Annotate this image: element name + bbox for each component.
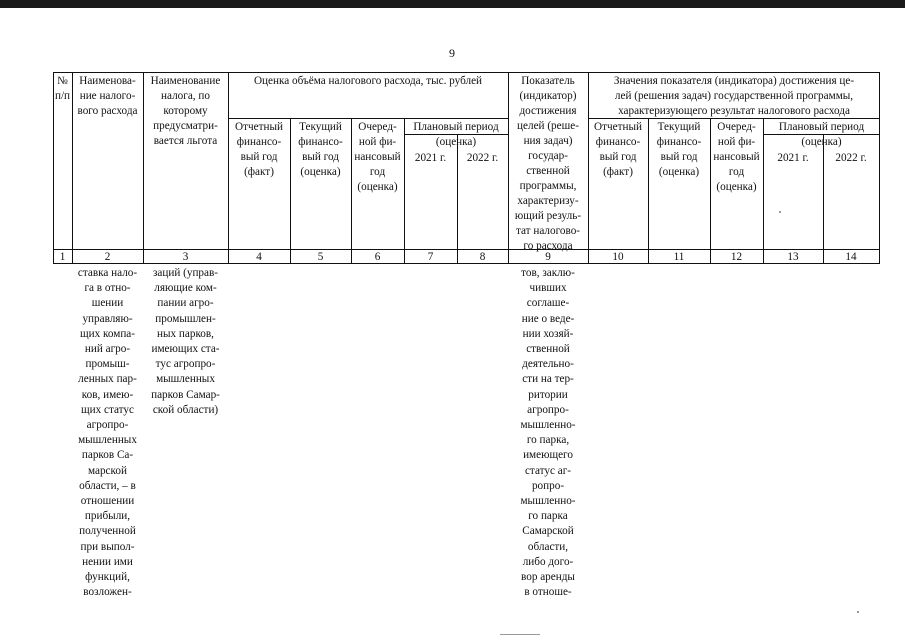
header-col-next-year: Очеред- ной фи- нансовый год (оценка) xyxy=(354,121,401,193)
header-col-current-year-2: Текущий финансо- вый год (оценка) xyxy=(656,121,702,178)
column-number: 11 xyxy=(673,251,685,263)
header-col-number: № п/п xyxy=(54,75,71,102)
header-year-2022: 2022 г. xyxy=(466,152,499,164)
column-number: 13 xyxy=(787,251,799,263)
header-group-volume: Оценка объёма налогового расхода, тыс. рублей xyxy=(253,75,483,87)
header-planned-period-2: Плановый период (оценка) xyxy=(778,121,865,148)
column-number: 12 xyxy=(730,251,743,263)
column-number: 2 xyxy=(104,251,111,263)
header-col-indicator: Показатель (индикатор) достижения целей (реше- ния задач) государ- ственной программы, характеризу- ющий резуль- тат налогово- го расхода xyxy=(514,75,582,252)
column-number: 1 xyxy=(59,251,66,263)
header-col-reporting-year-2: Отчетный финансо- вый год (факт) xyxy=(594,121,642,178)
column-number: 7 xyxy=(427,251,434,263)
header-col-tax-name: Наименование налога, по которому предусматри- вается льгота xyxy=(150,75,221,147)
header-group-values: Значения показателя (индикатора) достижения це- лей (решения задач) государственной программы, характеризующего результат налогового расхода xyxy=(613,75,855,117)
column-number: 5 xyxy=(317,251,324,263)
scan-speck xyxy=(779,211,781,213)
scan-mark xyxy=(500,634,540,635)
column-number: 10 xyxy=(612,251,624,263)
body-indicator-text: тов, заклю- чивших соглаше- ние о веде- нии хозяй- ственной деятельно- сти на тер- ритории агропро- мышленно- го парка, имеющего статус аг- ропро- мышленно- го парка Самарской области, либо дого- вор аренды в отноше- xyxy=(520,267,576,599)
header-col-expense-name: Наименова- ние налого- вого расхода xyxy=(77,75,138,117)
header-col-current-year: Текущий финансо- вый год (оценка) xyxy=(298,121,343,178)
header-planned-period: Плановый период (оценка) xyxy=(413,121,499,148)
page-number: 9 xyxy=(449,46,455,60)
column-number: 3 xyxy=(182,251,189,263)
body-expense-name-text: ставка нало- га в отно- шении управляю- щих компа- ний агро- промыш- ленных пар- ков, имею- щих статус агропро- мышленных парков Са- марской области, – в отношении прибыли, полученной при выпол- нении ими функций, возложен- xyxy=(77,267,138,599)
header-year-2021: 2021 г. xyxy=(414,152,447,164)
body-tax-name-text: заций (управ- ляющие ком- пании агро- промышлен- ных парков, имеющих ста- тус агропро- мышленных парков Самар- ской области) xyxy=(151,267,220,416)
table-header xyxy=(53,72,880,264)
header-year-2021-2: 2021 г. xyxy=(777,152,809,164)
header-col-next-year-2: Очеред- ной фи- нансовый год (оценка) xyxy=(713,121,760,193)
column-number: 8 xyxy=(479,251,486,263)
column-number: 14 xyxy=(845,251,857,263)
scan-speck xyxy=(857,611,859,613)
scan-top-edge xyxy=(0,0,905,8)
column-number: 4 xyxy=(256,251,262,263)
header-year-2022-2: 2022 г. xyxy=(835,152,867,164)
header-col-reporting-year: Отчетный финансо- вый год (факт) xyxy=(235,121,283,178)
column-number: 9 xyxy=(545,251,551,263)
column-number: 6 xyxy=(374,251,381,263)
